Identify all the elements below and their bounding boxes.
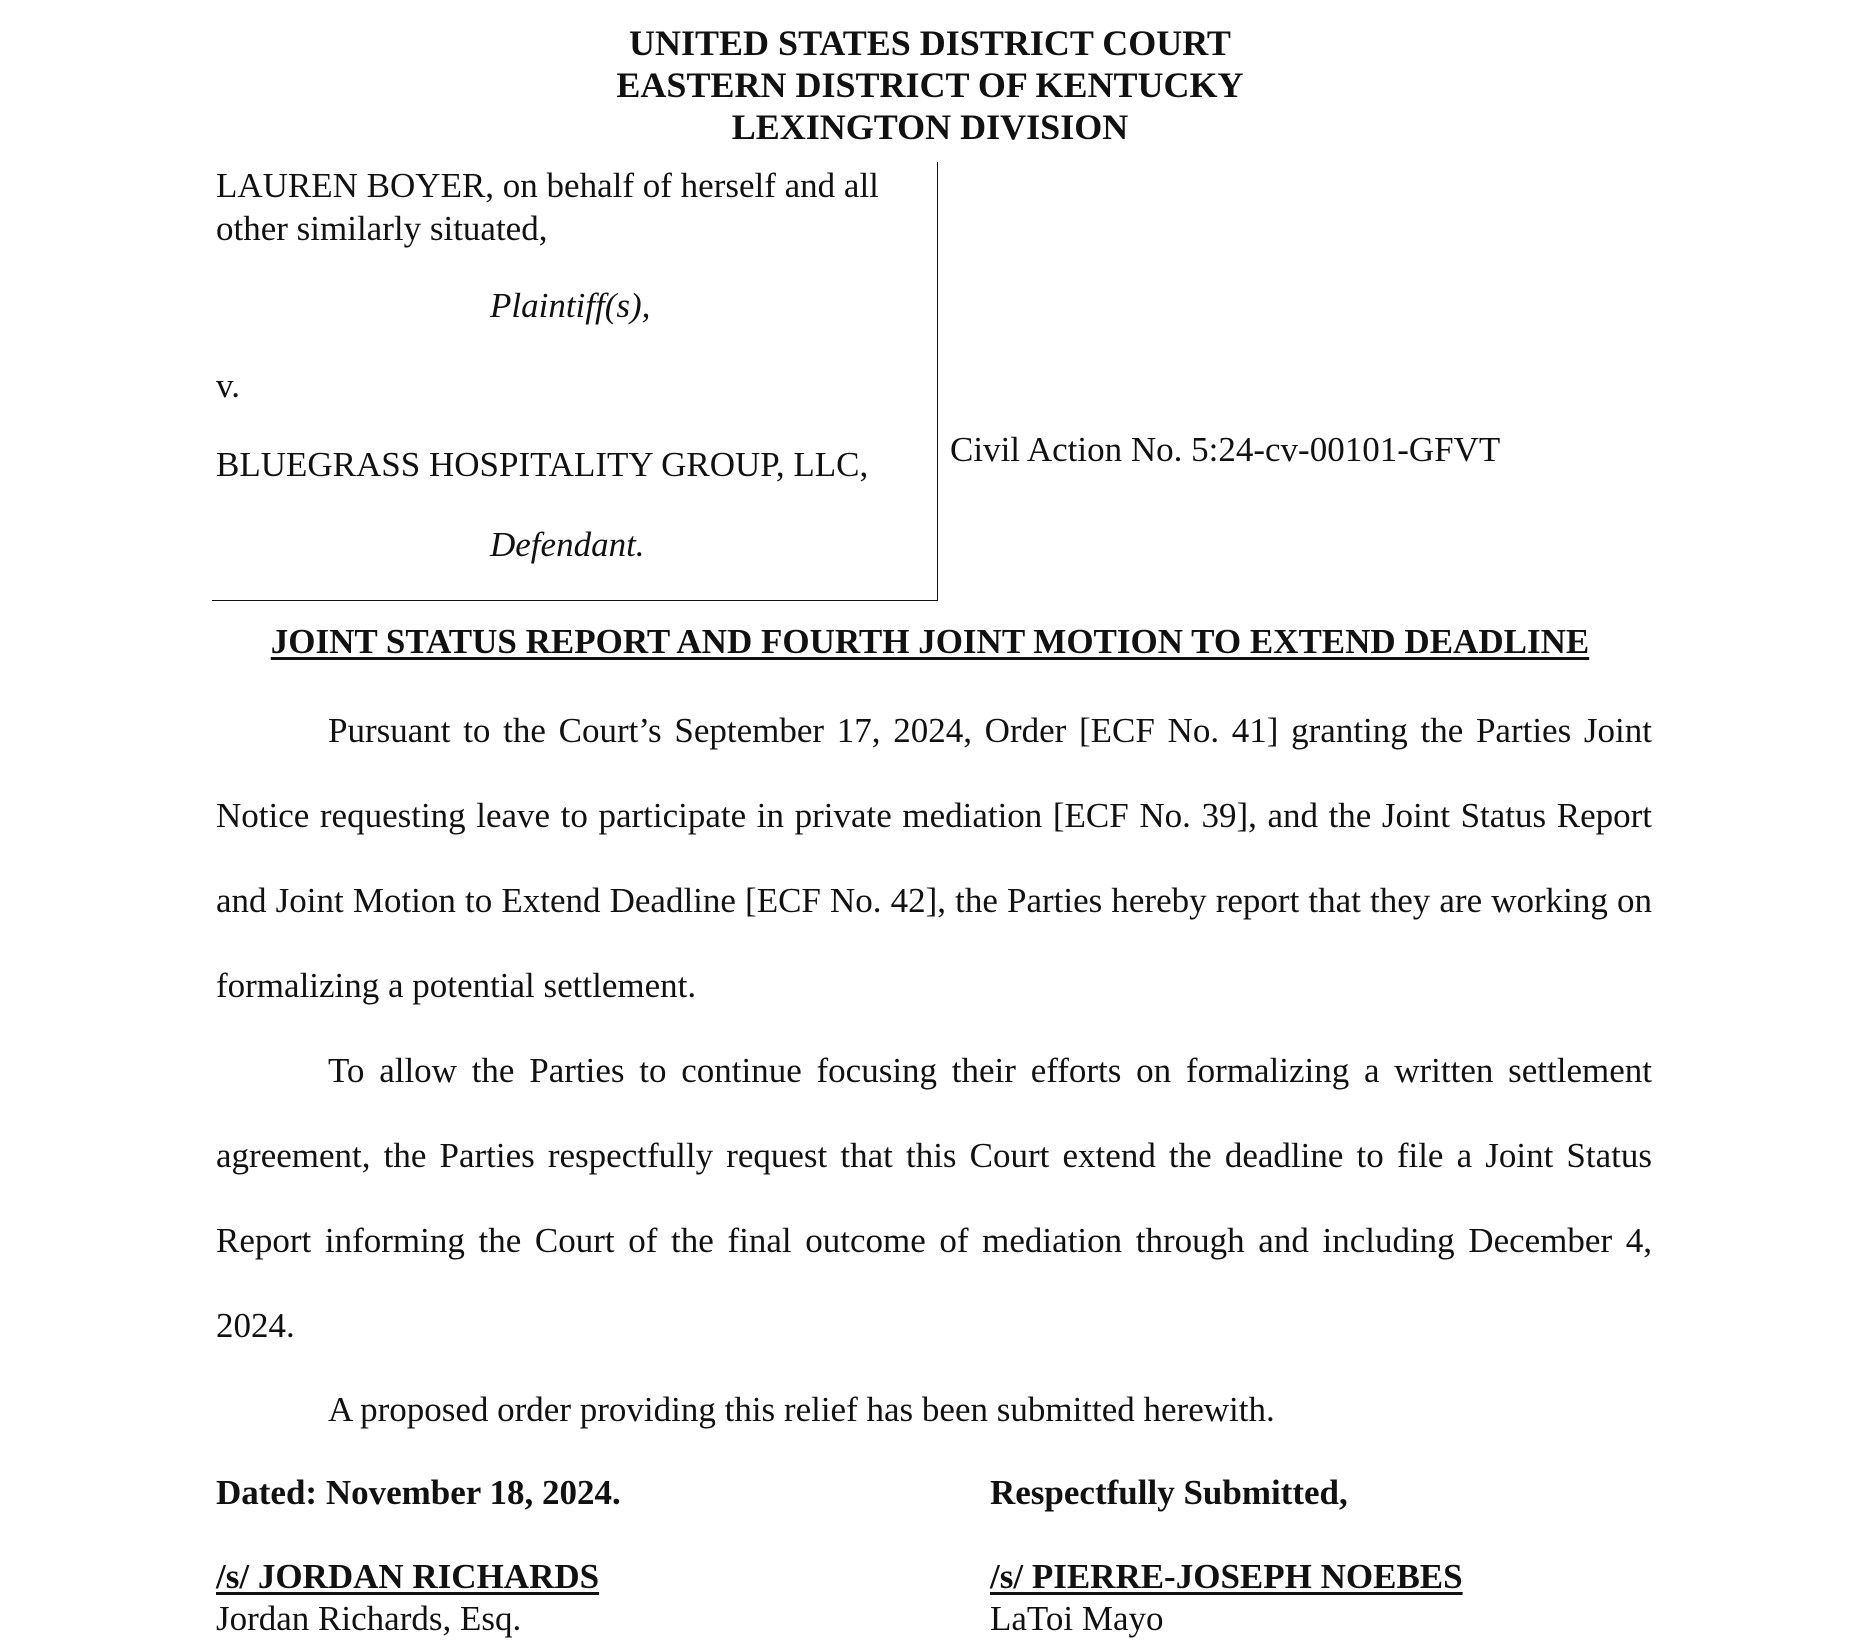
body-paragraph-3: A proposed order providing this relief has been submitted herewith. (328, 1390, 1275, 1429)
court-district: EASTERN DISTRICT OF KENTUCKY (616, 65, 1244, 105)
left-signer-name: Jordan Richards, Esq. (216, 1599, 522, 1638)
body-paragraph-2: To allow the Parties to continue focusing their efforts on formalizing a written settlement agreement, the Parties respectfully request that this Court extend the deadline to file a Joint Status Report informing the Court of the final outcome of mediation through and including December 4, 2024. (216, 1051, 1652, 1345)
plaintiff-name-line1: LAUREN BOYER, on behalf of herself and all (216, 166, 879, 205)
plaintiff-role: Plaintiff(s), (490, 286, 651, 325)
court-header (0, 22, 1860, 148)
left-signature: /s/ JORDAN RICHARDS (216, 1557, 600, 1596)
court-name: UNITED STATES DISTRICT COURT (629, 23, 1231, 63)
case-caption-parties (212, 162, 938, 601)
dated-line: Dated: November 18, 2024. (216, 1473, 621, 1512)
right-signer-name: LaToi Mayo (990, 1599, 1164, 1638)
civil-action-number: Civil Action No. 5:24-cv-00101-GFVT (950, 430, 1501, 469)
plaintiff-name-line2: other similarly situated, (216, 209, 548, 248)
court-division: LEXINGTON DIVISION (731, 107, 1129, 147)
body-paragraph-1: Pursuant to the Court’s September 17, 2024, Order [ECF No. 41] granting the Parties Joint Notice requesting leave to participate in private mediation [ECF No. 39], and the Joint Status Report and Joint Motion to Extend Deadline [ECF No. 42], the Parties hereby report that they are working on formalizing a potential settlement. (216, 711, 1652, 1005)
defendant-role: Defendant. (490, 525, 645, 564)
versus-label: v. (216, 366, 240, 405)
right-signature: /s/ PIERRE-JOSEPH NOEBES (990, 1557, 1463, 1596)
respectfully-submitted: Respectfully Submitted, (990, 1473, 1348, 1512)
defendant-name: BLUEGRASS HOSPITALITY GROUP, LLC, (216, 445, 869, 484)
document-title: JOINT STATUS REPORT AND FOURTH JOINT MOTION TO EXTEND DEADLINE (270, 622, 1590, 661)
